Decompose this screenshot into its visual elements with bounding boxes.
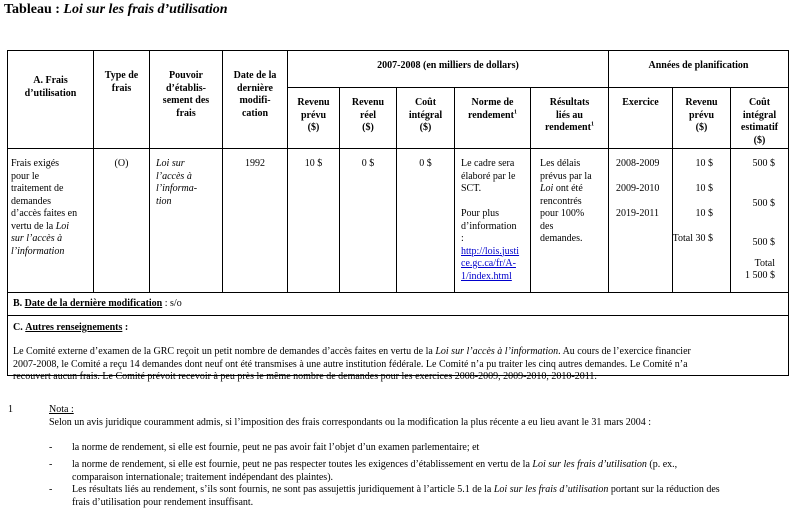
header-date: Date de la dernière modifi- cation — [233, 70, 277, 119]
header-group-2007: 2007-2008 (en milliers de dollars) — [377, 60, 519, 71]
section-c-paragraph: Le Comité externe d’examen de la GRC reçoit un petit nombre de demandes d’accès faites en vertu de la Loi sur l’accès à l’information. Au cours de l’exercice financier 2007-2008, le Comité a reçu 14 demandes dont neuf ont été transmises à une autre institution fédérale. Le Comité n’a pu traiter les cinq autres demandes. Le Comité n’a recouvert aucun frais. Le Comité prévoit recevoir à peu près le même nombre de demandes pour les exercices 2008-2009, 2009-2010, 2010-2011. — [13, 346, 691, 383]
cell-date: 1992 — [245, 158, 265, 169]
header-cout-integral-estimatif: Coût intégral estimatif ($) — [740, 97, 779, 146]
header-frais: A. Frais d’utilisation — [24, 75, 77, 99]
header-resultats: Résultats liés au rendement$^1$ — [545, 97, 594, 133]
header-norme: Norme de rendement$^1$ — [468, 97, 517, 121]
bullet-dash: - — [49, 442, 53, 453]
page-title: Tableau : Loi sur les frais d’utilisation — [4, 2, 228, 17]
cell-resultats: Les délais prévus par la Loi ont été rencontrés pour 100% des demandes. — [540, 158, 592, 244]
header-type: Type de frais — [104, 70, 139, 94]
cell-couts-planif: 500 $ 500 $ 500 $ Total 1 500 $ — [745, 158, 775, 281]
header-cout-integral: Coût intégral ($) — [408, 97, 443, 133]
cell-revenu-reel: 0 $ — [361, 158, 375, 169]
section-b: B. Date de la dernière modification : s/o — [13, 298, 182, 309]
header-pouvoir: Pouvoir d’établis- sement des frais — [162, 70, 210, 119]
header-exercice: Exercice — [622, 97, 659, 108]
bullet-dash: - — [49, 484, 53, 495]
note-bullet: la norme de rendement, si elle est fournie, peut ne pas respecter toutes les exigences d’établissement en vertu de la Loi sur les frais d’utilisation (p. ex., comparaison internationale; traitement indépendant des plaintes). — [72, 459, 678, 483]
header-revenu-prevu: Revenu prévu ($) — [297, 97, 330, 133]
cell-pouvoir: Loi sur l’accès à l’informa- tion — [156, 158, 198, 207]
norme-link[interactable]: http://lois.justi ce.gc.ca/fr/A- 1/index.html — [461, 245, 520, 282]
note-intro: Selon un avis juridique couramment admis, si l’imposition des frais correspondants ou la modification la plus récente a eu lieu avant le 31 mars 2004 : — [49, 417, 652, 428]
header-group-planification: Années de planification — [648, 60, 749, 71]
cell-frais: Frais exigés pour le traitement de demandes d’accès faites en vertu de la Loi sur l’accès à l’information — [11, 158, 78, 257]
note-number: 1 — [8, 404, 13, 415]
cell-revenu-prevu: 10 $ — [304, 158, 323, 169]
note-bullet: Les résultats liés au rendement, s’ils sont fournis, ne sont pas assujettis juridiquement à l’article 5.1 de la Loi sur les frais d’utilisation portant sur la réduction des frais d’utilisation pour rendement insuffisant. — [72, 484, 720, 508]
section-c-heading: C. Autres renseignements : — [13, 322, 129, 333]
cell-cout-integral: 0 $ — [419, 158, 432, 169]
cell-exercices: 2008-2009 2009-2010 2019-2011 — [616, 158, 660, 219]
bullet-dash: - — [49, 459, 53, 470]
header-revenu-prevu-planif: Revenu prévu ($) — [685, 97, 718, 133]
note-bullet: la norme de rendement, si elle est fournie, peut ne pas avoir fait l’objet d’un examen parlementaire; et — [72, 442, 480, 453]
header-revenu-reel: Revenu réel ($) — [351, 97, 385, 133]
cell-revenus-planif: 10 $ 10 $ 10 $ Total 30 $ — [672, 158, 713, 244]
note-label: Nota : — [49, 404, 74, 415]
cell-norme: Le cadre sera élaboré par le SCT. Pour plus d’information : http://lois.justi ce.gc.ca/fr/A- 1/index.html — [461, 158, 529, 283]
cell-type: (O) — [114, 158, 129, 169]
